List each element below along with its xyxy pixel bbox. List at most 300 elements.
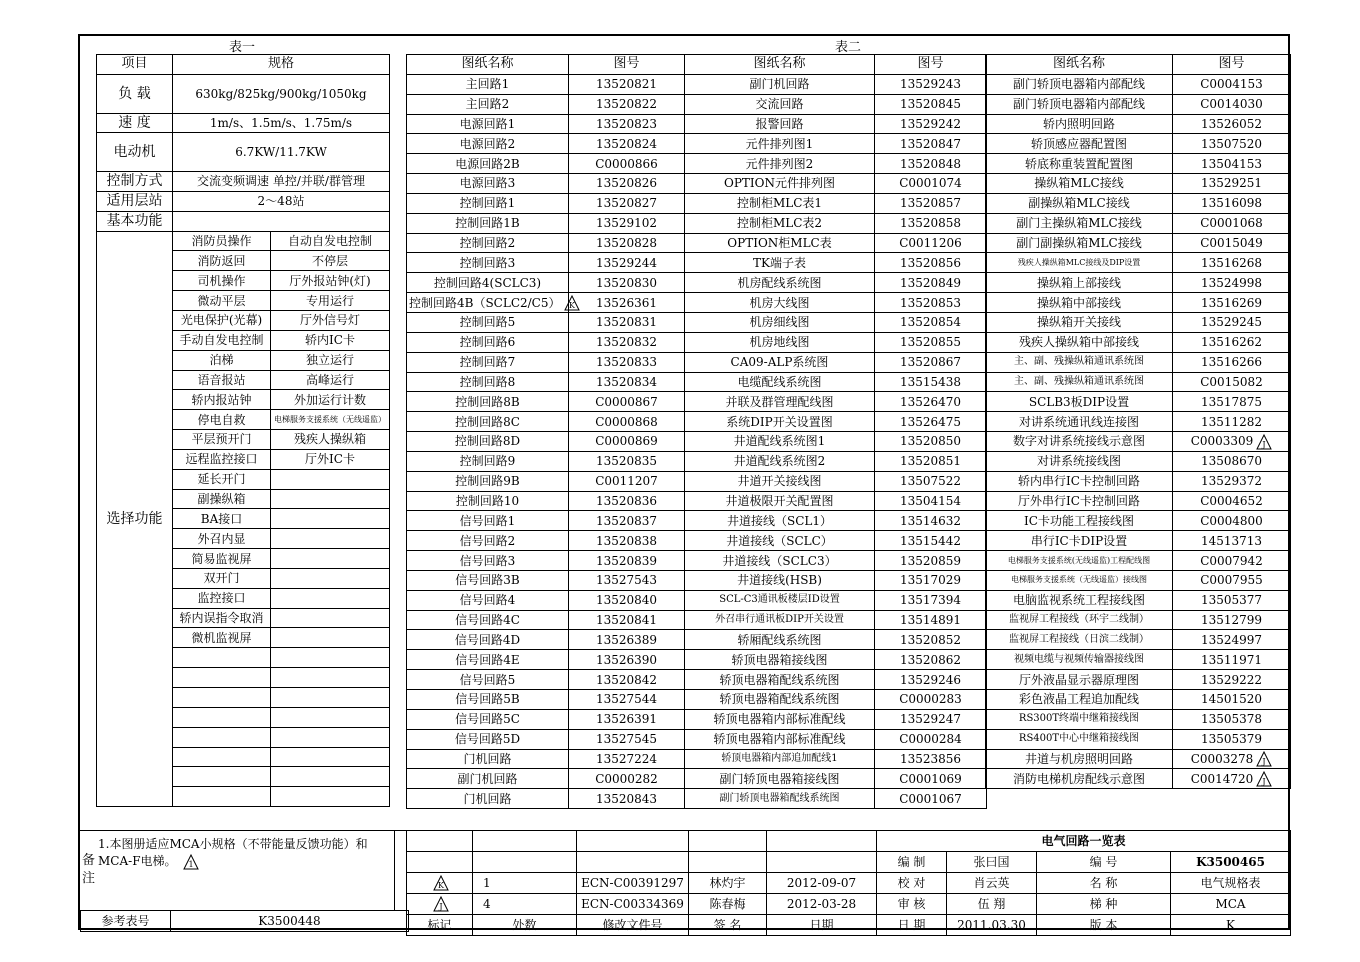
- drawing-number: 13520827: [569, 193, 685, 213]
- version-label: 版 本: [1037, 915, 1171, 936]
- drawing-name: 控制回路9B: [407, 471, 569, 491]
- drawing-number: 13520858: [875, 213, 987, 233]
- drawing-name: 轿顶电器箱内部标准配线: [685, 729, 875, 749]
- option-cell: [271, 707, 390, 727]
- option-cell: 自动自发电控制: [271, 231, 390, 251]
- revision-triangle-icon: [183, 854, 199, 870]
- option-cell: 厅外信号灯: [271, 310, 390, 330]
- spec-label: 电动机: [97, 133, 173, 172]
- drawing-name: 井道接线（SCLC）: [685, 531, 875, 551]
- option-cell: 光电保护(光幕): [173, 310, 271, 330]
- option-cell: 不停层: [271, 251, 390, 271]
- drawing-name: 井道接线（SCLC3）: [685, 551, 875, 571]
- drawing-number: 13520848: [875, 154, 987, 174]
- drawing-name: 机房配线系统图: [685, 273, 875, 293]
- drawing-number: 13516266: [1173, 352, 1291, 372]
- drawing-number: 14513713: [1173, 531, 1291, 551]
- drawing-name: 井道开关接线图: [685, 471, 875, 491]
- drawing-name: 电源回路2: [407, 134, 569, 154]
- option-cell: 轿内误指令取消: [173, 608, 271, 628]
- drawing-name: 控制回路5: [407, 312, 569, 332]
- drawing-name: 控制回路2: [407, 233, 569, 253]
- drawing-number: 13520845: [875, 94, 987, 114]
- drawing-number: C0000283: [875, 690, 987, 710]
- drawing-name: 控制回路6: [407, 332, 569, 352]
- drawing-name: 操纵箱上部接线: [986, 273, 1173, 293]
- drawing-number: 13529244: [569, 253, 685, 273]
- t2-header-no: 图号: [875, 55, 987, 75]
- drawing-number: 13520851: [875, 451, 987, 471]
- checked-label: 校 对: [877, 873, 947, 894]
- option-cell: 双开门: [173, 568, 271, 588]
- drawing-name: 串行IC卡DIP设置: [986, 531, 1173, 551]
- drawing-number: 13520853: [875, 293, 987, 313]
- drawing-name: 元件排列图2: [685, 154, 875, 174]
- option-cell: 微动平层: [173, 291, 271, 311]
- drawing-name: 井道接线（SCL1）: [685, 511, 875, 531]
- drawing-name: 副门机回路: [407, 769, 569, 789]
- drawing-name: 控制柜MLC表1: [685, 193, 875, 213]
- drawing-name: 轿内照明回路: [986, 114, 1173, 134]
- drawing-name: 信号回路3B: [407, 570, 569, 590]
- drawing-number: 13520823: [569, 114, 685, 134]
- drawing-name: 电梯服务支援系统（无线遥监）接线图: [986, 570, 1173, 590]
- drawing-name: 控制回路3: [407, 253, 569, 273]
- drawing-name: 电源回路3: [407, 174, 569, 194]
- drawing-number: 13529242: [875, 114, 987, 134]
- reference-label: 参考表号: [81, 911, 171, 932]
- drawing-name: 彩色液晶工程追加配线: [986, 690, 1173, 710]
- drawing-number: 13526475: [875, 412, 987, 432]
- drawing-number: 13520859: [875, 551, 987, 571]
- drawing-number: C0004652: [1173, 491, 1291, 511]
- option-cell: [271, 648, 390, 668]
- drawing-name: 机房大线图: [685, 293, 875, 313]
- drawing-number: 13520833: [569, 352, 685, 372]
- spec-value: 1m/s、1.5m/s、1.75m/s: [173, 113, 390, 133]
- drawing-name: 信号回路4D: [407, 630, 569, 650]
- drawing-name: 轿顶电器箱内部标准配线: [685, 709, 875, 729]
- drawing-name: 视频电缆与视频传输器接线图: [986, 650, 1173, 670]
- table2-caption: 表二: [834, 40, 861, 55]
- option-cell: 司机操作: [173, 271, 271, 291]
- drawing-number: 13520862: [875, 650, 987, 670]
- drawing-number: 14501520: [1173, 690, 1291, 710]
- drawing-name: 厅外液晶显示器原理图: [986, 670, 1173, 690]
- drawing-list-table-3: [985, 54, 1291, 789]
- drawing-number: C0001067: [875, 789, 987, 809]
- drawing-name: 控制柜MLC表2: [685, 213, 875, 233]
- drawing-number: 13529246: [875, 670, 987, 690]
- drawing-number: 13529243: [875, 74, 987, 94]
- drawing-name: 门机回路: [407, 749, 569, 769]
- drawing-name: SCL-C3通讯板楼层ID设置: [685, 590, 875, 610]
- drawing-number: 13520839: [569, 551, 685, 571]
- drawing-number: 13520834: [569, 372, 685, 392]
- drawing-number: 13517029: [875, 570, 987, 590]
- revision-header: 签 名: [689, 915, 767, 936]
- date-label: 日 期: [877, 915, 947, 936]
- notes-box: [80, 830, 395, 910]
- notes-text: 1.本图册适应MCA小规格（不带能量反馈功能）和MCA-F电梯。 1: [98, 837, 368, 869]
- t2-header-name: 图纸名称: [685, 55, 875, 75]
- drawing-number: C0001069: [875, 769, 987, 789]
- name-label: 名 称: [1037, 873, 1171, 894]
- option-cell: [271, 568, 390, 588]
- revision-date: 2012-03-28: [767, 894, 877, 915]
- option-cell: [271, 727, 390, 747]
- drawing-name: 轿顶电器箱配线系统图: [685, 690, 875, 710]
- compiled-value: 张曰国: [947, 852, 1037, 873]
- drawing-name: 对讲系统接线图: [986, 451, 1173, 471]
- drawing-number: 13505377: [1173, 590, 1291, 610]
- option-cell: 厅外报站钟(灯): [271, 271, 390, 291]
- drawing-number: C0000282: [569, 769, 685, 789]
- drawing-number: 13516269: [1173, 293, 1291, 313]
- name-value: 电气规格表: [1171, 873, 1291, 894]
- drawing-name: 外召串行通讯板DIP开关设置: [685, 610, 875, 630]
- option-cell: 监控接口: [173, 588, 271, 608]
- drawing-name: 残疾人操纵箱MLC接线及DIP设置: [986, 253, 1173, 273]
- drawing-number: 13520836: [569, 491, 685, 511]
- drawing-name: 控制回路8D: [407, 432, 569, 452]
- option-cell: 专用运行: [271, 291, 390, 311]
- drawing-number: 13520838: [569, 531, 685, 551]
- drawing-number: 13520855: [875, 332, 987, 352]
- drawing-list-table: [406, 54, 987, 809]
- drawing-number: 13520828: [569, 233, 685, 253]
- notes-label: 备注: [82, 853, 96, 886]
- drawing-number: K3500465: [1171, 852, 1291, 873]
- spec-value: [173, 211, 390, 231]
- drawing-number: C0011207: [569, 471, 685, 491]
- drawing-number: 13511971: [1173, 650, 1291, 670]
- drawing-number: C0007942: [1173, 551, 1291, 571]
- drawing-name: RS400T中心中继箱接线图: [986, 729, 1173, 749]
- drawing-name: 信号回路2: [407, 531, 569, 551]
- drawing-number: 13526389: [569, 630, 685, 650]
- drawing-number: 13514632: [875, 511, 987, 531]
- drawing-number: C0011206: [875, 233, 987, 253]
- option-cell: [173, 727, 271, 747]
- option-cell: 轿内IC卡: [271, 330, 390, 350]
- drawing-number: C0004800: [1173, 511, 1291, 531]
- option-cell: 独立运行: [271, 350, 390, 370]
- title-block: [876, 830, 1291, 936]
- drawing-name: 轿顶电器箱配线系统图: [685, 670, 875, 690]
- option-cell: [271, 608, 390, 628]
- drawing-name: 井道接线(HSB): [685, 570, 875, 590]
- drawing-name: 厅外串行IC卡控制回路: [986, 491, 1173, 511]
- option-cell: 高峰运行: [271, 370, 390, 390]
- option-cell: 远程监控接口: [173, 449, 271, 469]
- drawing-name: 副门轿顶电器箱接线图: [685, 769, 875, 789]
- drawing-name: 门机回路: [407, 789, 569, 809]
- drawing-number: C0007955: [1173, 570, 1291, 590]
- drawing-number: 13520856: [875, 253, 987, 273]
- svg-text:K: K: [438, 881, 444, 890]
- drawing-name: 信号回路5C: [407, 709, 569, 729]
- revision-date: 2012-09-07: [767, 873, 877, 894]
- drawing-number: 13529247: [875, 709, 987, 729]
- t2-header-no: 图号: [569, 55, 685, 75]
- option-cell: 微机监视屏: [173, 628, 271, 648]
- reference-value: K3500448: [171, 911, 409, 932]
- spec-label: 基本功能: [97, 211, 173, 231]
- reviewed-label: 审 核: [877, 894, 947, 915]
- drawing-name: 副门轿顶电器箱配线系统图: [685, 789, 875, 809]
- option-cell: 轿内报站钟: [173, 390, 271, 410]
- drawing-number: 13508670: [1173, 451, 1291, 471]
- drawing-name: 信号回路3: [407, 551, 569, 571]
- optional-functions-label: 选择功能: [97, 231, 173, 806]
- spec-label: 速 度: [97, 113, 173, 133]
- option-cell: 厅外IC卡: [271, 449, 390, 469]
- drawing-name: 副操纵箱MLC接线: [986, 193, 1173, 213]
- revision-mark: [407, 873, 473, 894]
- drawing-number: 13526361: [569, 293, 685, 313]
- option-cell: [173, 668, 271, 688]
- drawing-number: 13517394: [875, 590, 987, 610]
- drawing-name: 控制回路1B: [407, 213, 569, 233]
- drawing-name: 机房细线图: [685, 312, 875, 332]
- spec-label: 负 载: [97, 74, 173, 113]
- drawing-name: 监视屏工程接线（日滨二线制）: [986, 630, 1173, 650]
- spec-label: 适用层站: [97, 191, 173, 211]
- revision-triangle-icon: [1256, 751, 1272, 767]
- spec-table: [96, 54, 390, 807]
- option-cell: 电梯服务支援系统（无线遥监）: [271, 410, 390, 430]
- number-label: 编 号: [1037, 852, 1171, 873]
- revision-header: 处数: [473, 915, 577, 936]
- option-cell: [173, 648, 271, 668]
- drawing-number: 13526470: [875, 392, 987, 412]
- option-cell: 消防员操作: [173, 231, 271, 251]
- drawing-number: 13520824: [569, 134, 685, 154]
- drawing-number: 13520837: [569, 511, 685, 531]
- drawing-number: 13524997: [1173, 630, 1291, 650]
- drawing-number: C0001068: [1173, 213, 1291, 233]
- version-value: K: [1171, 915, 1291, 936]
- drawing-name: 井道配线系统图1: [685, 432, 875, 452]
- drawing-number: C0000868: [569, 412, 685, 432]
- spec-value: 630kg/825kg/900kg/1050kg: [173, 74, 390, 113]
- drawing-name: 报警回路: [685, 114, 875, 134]
- drawing-number: 13523856: [875, 749, 987, 769]
- option-cell: [271, 767, 390, 787]
- drawing-number: 13517875: [1173, 392, 1291, 412]
- t1-header-spec: 规格: [173, 55, 390, 75]
- drawing-number: 13529372: [1173, 471, 1291, 491]
- drawing-number: 13520822: [569, 94, 685, 114]
- drawing-name: 元件排列图1: [685, 134, 875, 154]
- option-cell: 平层预开门: [173, 430, 271, 450]
- spec-value: 2～48站: [173, 191, 390, 211]
- drawing-number: 13511282: [1173, 412, 1291, 432]
- drawing-name: 控制回路9: [407, 451, 569, 471]
- t1-header-item: 项目: [97, 55, 173, 75]
- svg-text:J: J: [1262, 439, 1266, 449]
- option-cell: [271, 747, 390, 767]
- drawing-name: 操纵箱开关接线: [986, 312, 1173, 332]
- option-cell: 消防返回: [173, 251, 271, 271]
- drawing-number: C0000866: [569, 154, 685, 174]
- revision-triangle-icon: [1256, 771, 1272, 787]
- option-cell: [173, 707, 271, 727]
- drawing-name: 电缆配线系统图: [685, 372, 875, 392]
- drawing-name: 系统DIP开关设置图: [685, 412, 875, 432]
- drawing-number: 13524998: [1173, 273, 1291, 293]
- revision-doc: ECN-C00391297: [577, 873, 689, 894]
- drawing-number: 13507520: [1173, 134, 1291, 154]
- option-cell: 延长开门: [173, 469, 271, 489]
- option-cell: [271, 628, 390, 648]
- drawing-number: 13507522: [875, 471, 987, 491]
- spec-label: 控制方式: [97, 172, 173, 192]
- revision-header: 修改文件号: [577, 915, 689, 936]
- option-cell: 副操纵箱: [173, 489, 271, 509]
- drawing-name: 信号回路5D: [407, 729, 569, 749]
- revision-header: 日期: [767, 915, 877, 936]
- table1-caption: 表一: [228, 40, 255, 55]
- drawing-number: 13520821: [569, 74, 685, 94]
- drawing-number: 13520847: [875, 134, 987, 154]
- option-cell: 外加运行计数: [271, 390, 390, 410]
- t3-header-name: 图纸名称: [986, 55, 1173, 75]
- revision-signer: 陈春梅: [689, 894, 767, 915]
- drawing-number: 13529245: [1173, 312, 1291, 332]
- drawing-name: 消防电梯机房配线示意图: [986, 769, 1173, 789]
- drawing-number: C0004153: [1173, 74, 1291, 94]
- drawing-number: 13520852: [875, 630, 987, 650]
- drawing-number: C0001074: [875, 174, 987, 194]
- option-cell: [271, 489, 390, 509]
- drawing-name: 控制回路4(SCLC3): [407, 273, 569, 293]
- drawing-number: 13516262: [1173, 332, 1291, 352]
- drawing-number: C0014030: [1173, 94, 1291, 114]
- drawing-name: 残疾人操纵箱中部接线: [986, 332, 1173, 352]
- option-cell: [271, 688, 390, 708]
- drawing-number: 13526390: [569, 650, 685, 670]
- drawing-number: 13515438: [875, 372, 987, 392]
- option-cell: [271, 529, 390, 549]
- drawing-name: 信号回路5B: [407, 690, 569, 710]
- drawing-number: 13529222: [1173, 670, 1291, 690]
- drawing-name: 信号回路4: [407, 590, 569, 610]
- drawing-number: 13505379: [1173, 729, 1291, 749]
- revision-count: 4: [473, 894, 577, 915]
- drawing-name: 轿顶感应器配置图: [986, 134, 1173, 154]
- drawing-number: 13520850: [875, 432, 987, 452]
- drawing-number: 13516098: [1173, 193, 1291, 213]
- svg-text:J: J: [439, 902, 443, 911]
- drawing-number: 13520840: [569, 590, 685, 610]
- drawing-name: 主回路1: [407, 74, 569, 94]
- svg-text:J: J: [1262, 757, 1266, 767]
- drawing-number: 13520867: [875, 352, 987, 372]
- drawing-number: C0000869: [569, 432, 685, 452]
- drawing-number: 13527224: [569, 749, 685, 769]
- drawing-number: 13504154: [875, 491, 987, 511]
- option-cell: [271, 588, 390, 608]
- option-cell: [271, 787, 390, 807]
- revision-triangle-icon: [1256, 434, 1272, 450]
- drawing-name: 井道配线系统图2: [685, 451, 875, 471]
- reference-row: [80, 910, 409, 932]
- option-cell: [271, 509, 390, 529]
- revision-triangle-icon: [433, 875, 449, 891]
- drawing-name: 控制回路1: [407, 193, 569, 213]
- drawing-name: SCLB3板DIP设置: [986, 392, 1173, 412]
- option-cell: [271, 549, 390, 569]
- revision-triangle-icon: [564, 295, 580, 311]
- drawing-name: 信号回路4E: [407, 650, 569, 670]
- option-cell: 停电自救: [173, 410, 271, 430]
- drawing-name: 副门轿顶电器箱内部配线: [986, 94, 1173, 114]
- drawing-name: 副门轿顶电器箱内部配线: [986, 74, 1173, 94]
- revision-table: [406, 830, 877, 936]
- compiled-label: 编 制: [877, 852, 947, 873]
- revision-triangle-icon: [433, 896, 449, 912]
- drawing-name: 主、副、残操纵箱通讯系统图: [986, 352, 1173, 372]
- drawing-number: 13515442: [875, 531, 987, 551]
- drawing-number: C0014720 J: [1173, 769, 1291, 789]
- drawing-name: OPTION柜MLC表: [685, 233, 875, 253]
- drawing-name: 轿厢配线系统图: [685, 630, 875, 650]
- drawing-number: 13520841: [569, 610, 685, 630]
- option-cell: [173, 688, 271, 708]
- drawing-name: 副门机回路: [685, 74, 875, 94]
- drawing-name: 主回路2: [407, 94, 569, 114]
- drawing-name: 并联及群管理配线图: [685, 392, 875, 412]
- drawing-name: 电脑监视系统工程接线图: [986, 590, 1173, 610]
- drawing-name: 电梯服务支援系统(无线遥监)工程配线图: [986, 551, 1173, 571]
- drawing-name: 控制回路7: [407, 352, 569, 372]
- drawing-name: CA09-ALP系统图: [685, 352, 875, 372]
- drawing-number: C0000284: [875, 729, 987, 749]
- drawing-number: 13520843: [569, 789, 685, 809]
- revision-signer: 林灼宇: [689, 873, 767, 894]
- revision-header: 标记: [407, 915, 473, 936]
- option-cell: 外召内显: [173, 529, 271, 549]
- drawing-number: 13520849: [875, 273, 987, 293]
- drawing-number: 13529102: [569, 213, 685, 233]
- drawing-name: 监视屏工程接线（环宇二线制）: [986, 610, 1173, 630]
- drawing-number: 13520842: [569, 670, 685, 690]
- drawing-name: 信号回路1: [407, 511, 569, 531]
- drawing-name: 轿顶电器箱接线图: [685, 650, 875, 670]
- drawing-name: 副门主操纵箱MLC接线: [986, 213, 1173, 233]
- svg-text:1: 1: [188, 859, 194, 869]
- drawing-name: 对讲系统通讯线连接图: [986, 412, 1173, 432]
- drawing-name: RS300T终端中继箱接线图: [986, 709, 1173, 729]
- spec-value: 交流变频调速 单控/并联/群管理: [173, 172, 390, 192]
- option-cell: BA接口: [173, 509, 271, 529]
- drawing-name: 电源回路2B: [407, 154, 569, 174]
- type-label: 梯 种: [1037, 894, 1171, 915]
- option-cell: [173, 767, 271, 787]
- drawing-number: 13520857: [875, 193, 987, 213]
- drawing-number: 13505378: [1173, 709, 1291, 729]
- drawing-number: C0003309 J: [1173, 432, 1291, 452]
- drawing-number: C0015049: [1173, 233, 1291, 253]
- drawing-name: 控制回路10: [407, 491, 569, 511]
- drawing-number: 13512799: [1173, 610, 1291, 630]
- drawing-name: 数字对讲系统接线示意图: [986, 432, 1173, 452]
- drawing-number: C0015082: [1173, 372, 1291, 392]
- t2-header-name: 图纸名称: [407, 55, 569, 75]
- spec-value: 6.7KW/11.7KW: [173, 133, 390, 172]
